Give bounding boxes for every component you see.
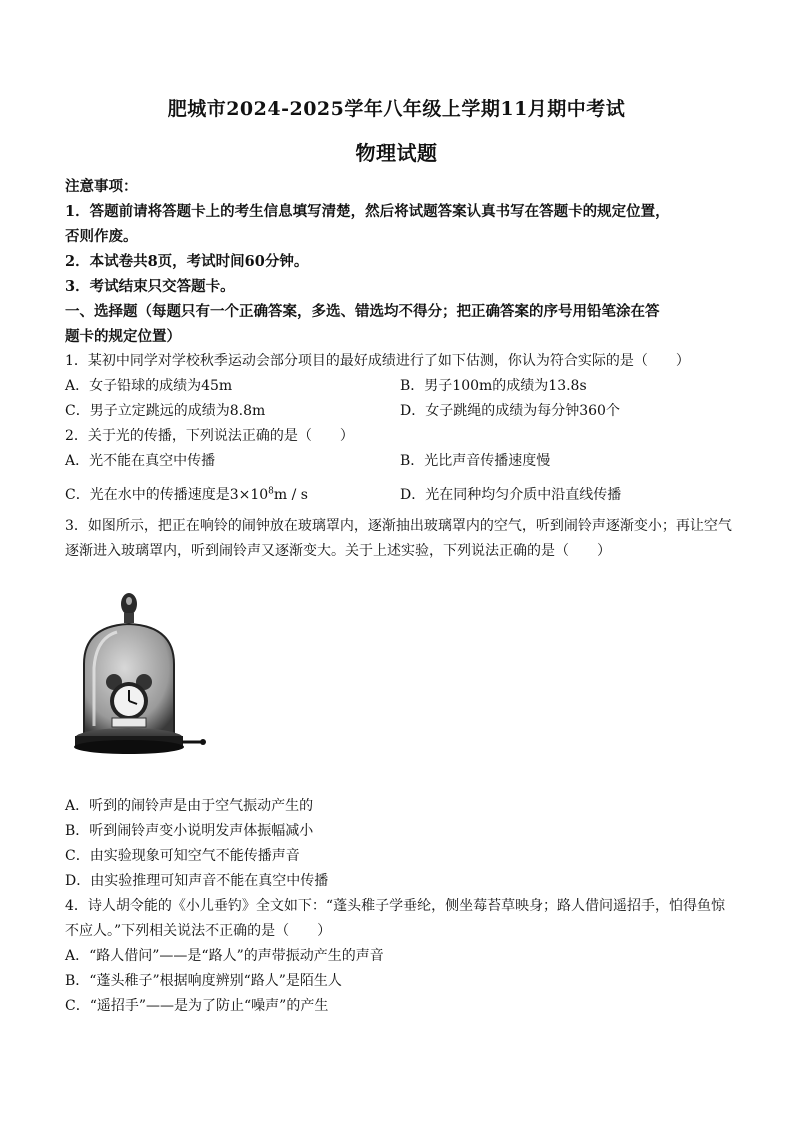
q2-option-c-exponent: 8 [268,486,274,497]
section-heading: 一、选择题（每题只有一个正确答案，多选、错选均不得分；把正确答案的序号用铅笔涂在答 [65,303,660,320]
note-2: 2．本试卷共8页，考试时间60分钟。 [65,253,309,270]
q2-option-c-unit: m / s [273,487,308,503]
q1-option-c: C．男子立定跳远的成绩为8.8m [65,403,266,419]
q2-stem: 2．关于光的传播，下列说法正确的是（ ） [65,428,354,444]
exam-title: 肥城市2024-2025学年八年级上学期11月期中考试 [167,98,626,120]
q1-option-d: D．女子跳绳的成绩为每分钟360个 [400,403,620,419]
section-heading-cont: 题卡的规定位置） [65,328,181,345]
q2-option-a: A．光不能在真空中传播 [65,453,216,469]
q2-option-c [65,484,308,504]
bell-jar-alarm-clock-figure [72,586,222,786]
q1-option-a: A．女子铅球的成绩为45m [65,378,233,394]
q4-stem: 4．诗人胡令能的《小儿垂钓》全文如下：“蓬头稚子学垂纶，侧坐莓苔草映身；路人借问遥招手，怕得鱼惊 [65,898,726,914]
q2-option-b: B．光比声音传播速度慢 [400,453,551,469]
q3-option-d: D．由实验推理可知声音不能在真空中传播 [65,873,329,889]
q3-option-c: C．由实验现象可知空气不能传播声音 [65,848,300,864]
q2-option-c-text: C．光在水中的传播速度是3×10 [65,487,269,503]
q3-option-a: A．听到的闹铃声是由于空气振动产生的 [65,798,314,814]
notes-heading: 注意事项： [65,178,138,195]
q4-option-a: A．“路人借问”——是“路人”的声带振动产生的声音 [65,948,384,964]
q3-stem: 3．如图所示，把正在响铃的闹钟放在玻璃罩内，逐渐抽出玻璃罩内的空气，听到闹铃声逐渐变小；再让空气 [65,518,732,534]
q1-option-b: B．男子100m的成绩为13.8s [400,378,587,394]
q3-stem-cont: 逐渐进入玻璃罩内，听到闹铃声又逐渐变大。关于上述实验，下列说法正确的是（ ） [65,543,611,559]
q2-option-d: D．光在同种均匀介质中沿直线传播 [400,487,622,503]
q1-stem: 1．某初中同学对学校秋季运动会部分项目的最好成绩进行了如下估测，你认为符合实际的是（ ） [65,353,690,369]
note-1: 1．答题前请将答题卡上的考生信息填写清楚，然后将试题答案认真书写在答题卡的规定位置， [65,203,670,220]
q4-option-b: B．“蓬头稚子”根据响度辨别“路人”是陌生人 [65,973,342,989]
q4-option-c: C．“遥招手”——是为了防止“噪声”的产生 [65,998,329,1014]
q4-stem-cont: 不应人。”下列相关说法不正确的是（ ） [65,923,332,939]
note-3: 3．考试结束只交答题卡。 [65,278,235,295]
exam-subtitle: 物理试题 [355,141,438,165]
note-1-cont: 否则作废。 [65,228,138,245]
q3-option-b: B．听到闹铃声变小说明发声体振幅减小 [65,823,314,839]
